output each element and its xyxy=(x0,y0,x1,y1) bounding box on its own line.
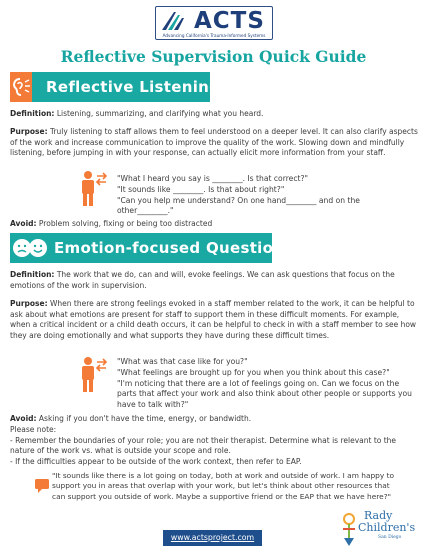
note-item: - If the difficulties appear to be outside of the work context, then refer to EAP. xyxy=(10,456,302,466)
partner-location: San Diego xyxy=(378,535,402,540)
speech-bubble-icon xyxy=(34,478,50,494)
page-title: Reflective Supervision Quick Guide xyxy=(60,47,367,66)
section-banner-emotion-focused xyxy=(10,233,294,263)
quote-line: "What I heard you say is ________. Is that correct?" xyxy=(117,174,308,183)
quote-line: "Can you help me understand? On one hand________ and on the xyxy=(117,195,360,205)
quote-line: "It sounds like ________. Is that about right?" xyxy=(117,184,285,194)
purpose-text: Truly listening to staff allows them to feel understood on a deeper level. It can also clarify aspects of the work and increase communication to improve the quality of the work. Slowing down and mindfully listening, before jumping in with your response, can actually elicit more information from your staff. xyxy=(10,127,418,158)
quote-line: have to talk with?" xyxy=(117,400,189,410)
emotion-purpose xyxy=(10,299,418,341)
person-arrows-icon xyxy=(78,356,108,394)
listening-example-quotes xyxy=(117,174,360,217)
ear-listening-icon xyxy=(10,72,32,102)
listening-definition xyxy=(10,109,418,120)
acts-logo-tagline: Advancing California's Trauma-Informed Systems xyxy=(162,33,266,38)
note-intro: Please note: xyxy=(10,425,57,434)
section-heading: Emotion-focused Questions xyxy=(54,239,294,257)
definition-label: Definition: xyxy=(10,109,55,118)
rady-childrens-logo-icon xyxy=(338,512,360,548)
definition-text: The work that we do, can and will, evoke feelings. We can ask questions that focus on the emotions of the work in supervision. xyxy=(10,270,395,290)
emotion-example-quotes xyxy=(117,357,412,411)
avoid-text: Asking if you don't have the time, energy, or bandwidth. xyxy=(36,414,252,423)
avoid-text: Problem solving, fixing or being too distracted xyxy=(36,219,213,228)
purpose-label: Purpose: xyxy=(10,127,48,136)
acts-logo-mark-icon xyxy=(160,10,190,32)
quote-line: "What feelings are brought up for you when you think about this case?" xyxy=(117,367,390,377)
purpose-text: When there are strong feelings evoked in a staff member related to the work, it can be helpful to ask about what emotions are present for staff to support them in these difficult moments. For example, when a critical incident or a child death occurs, it can be helpful to check in with a staff member to see how they are doing emotionally and what supports they have during these difficult times. xyxy=(10,299,417,340)
quote-line: "I'm noticing that there are a lot of feelings going on. Can we focus on the xyxy=(117,378,400,388)
partner-logo xyxy=(336,508,422,550)
person-arrows-icon xyxy=(78,170,108,208)
emotion-faces-icon xyxy=(10,233,50,263)
partner-name-line1: Rady xyxy=(364,509,393,522)
definition-label: Definition: xyxy=(10,270,55,279)
section-heading: Reflective Listening xyxy=(46,78,221,96)
avoid-label: Avoid: xyxy=(10,219,37,228)
emotion-avoid xyxy=(10,414,418,425)
definition-text: Listening, summarizing, and clarifying what you heard. xyxy=(54,109,264,118)
purpose-label: Purpose: xyxy=(10,299,48,308)
please-note-list xyxy=(10,425,418,467)
section-banner-reflective-listening xyxy=(10,72,221,102)
website-link[interactable]: www.actsproject.com xyxy=(163,530,262,546)
listening-avoid xyxy=(10,219,418,230)
note-item: - Remember the boundaries of your role; you are not their therapist. Determine what is relevant to the nature of the work vs. what is outside your scope and role. xyxy=(10,435,397,456)
acts-logo-word: ACTS xyxy=(194,8,265,34)
example-boundary-quote: "It sounds like there is a lot going on today, both at work and outside of work. I am happy to support you in areas that overlap with your work, but let's think about other resources that can support you outside of work. Maybe a supportive friend or the EAP that we have here?" xyxy=(52,471,394,501)
quote-line: other________." xyxy=(117,206,174,216)
emotion-definition xyxy=(10,270,418,291)
avoid-label: Avoid: xyxy=(10,414,37,423)
partner-name-line2: Children's xyxy=(358,521,416,534)
acts-logo xyxy=(155,6,273,40)
quote-line: parts that affect your work and also think about other people or supports you xyxy=(117,389,412,399)
quote-line: "What was that case like for you?" xyxy=(117,357,248,366)
listening-purpose xyxy=(10,127,418,159)
